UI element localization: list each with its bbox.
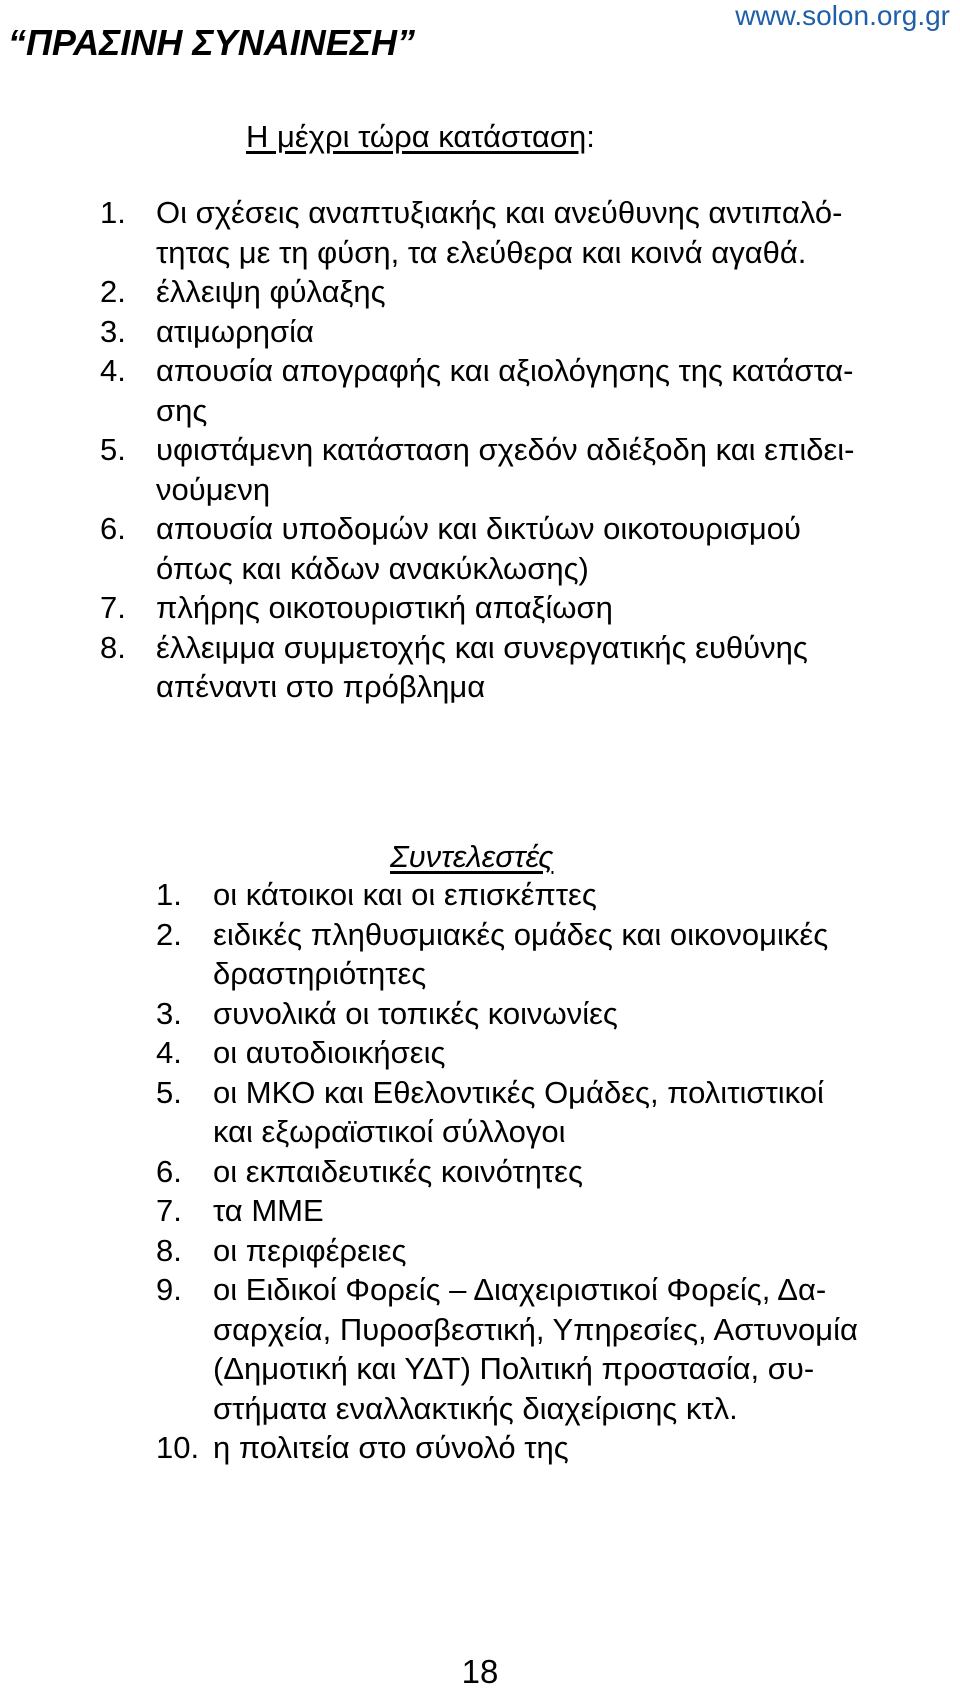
list-item-number: 8. (156, 1232, 182, 1268)
website-url: www.solon.org.gr (735, 0, 950, 31)
list-item (156, 1231, 933, 1271)
list-item (100, 312, 936, 352)
list-item (100, 509, 936, 588)
list-item-line: υφιστάμενη κατάσταση σχεδόν αδιέξοδη και επιδει- (156, 432, 855, 467)
list-item-line: νούμενη (156, 471, 271, 507)
list-item-line: συνολικά οι τοπικές κοινωνίες (213, 995, 618, 1031)
list-item-number: 3. (100, 313, 126, 349)
list-item-line: τητας με τη φύση, τα ελεύθερα και κοινά αγαθά. (156, 234, 807, 270)
list-item-number: 3. (156, 995, 182, 1031)
list-item-line: ατιμωρησία (156, 313, 314, 349)
list-item (156, 1152, 933, 1192)
list-item-line: οι Ειδικοί Φορείς – Διαχειριστικοί Φορείς, Δα- (213, 1272, 827, 1307)
list-item-line: οι εκπαιδευτικές κοινότητες (213, 1153, 583, 1189)
list-item (100, 430, 936, 509)
page-number: 18 (461, 1653, 499, 1690)
list-item-line: έλλειμμα συμμετοχής και συνεργατικής ευθύνης (156, 629, 808, 665)
list-item (156, 915, 933, 994)
list-item (156, 994, 933, 1034)
list-item-number: 2. (156, 916, 182, 952)
list-item-line: δραστηριότητες (213, 956, 427, 991)
list-item-number: 5. (156, 1074, 182, 1110)
list-item (100, 193, 936, 272)
list-item (100, 272, 936, 312)
list-item-number: 10. (156, 1430, 200, 1465)
list-item-line: (Δημοτική και ΥΔΤ) Πολιτική προστασία, συ- (213, 1351, 815, 1386)
factors-section-heading (390, 837, 553, 877)
list-item-line: πλήρης οικοτουριστική απαξίωση (156, 590, 613, 625)
list-item-line: απέναντι στο πρόβλημα (156, 669, 486, 704)
list-item-line: απουσία απογραφής και αξιολόγησης της κατάστα- (156, 353, 854, 388)
status-list (100, 193, 936, 707)
list-item (156, 875, 933, 915)
factors-heading-text: Συντελεστές (390, 839, 554, 874)
list-item-line: η πολιτεία στο σύνολό της (213, 1430, 569, 1465)
list-item (100, 628, 936, 707)
list-item-line: ειδικές πληθυσμιακές ομάδες και οικονομικές (213, 916, 829, 952)
list-item-line: έλλειψη φύλαξης (156, 274, 386, 309)
list-item-line: σης (156, 392, 208, 428)
list-item-number: 8. (100, 629, 126, 665)
list-item-line: οι αυτοδιοικήσεις (213, 1035, 446, 1070)
list-item-line: οι κάτοικοι και οι επισκέπτες (213, 877, 597, 912)
status-heading-colon: : (586, 119, 595, 154)
list-item-number: 1. (100, 195, 126, 230)
document-title: “ΠΡΑΣΙΝΗ ΣΥΝΑΙΝΕΣΗ” (8, 22, 415, 63)
list-item-number: 7. (100, 590, 126, 625)
status-section-heading (246, 117, 595, 157)
list-item-line: σαρχεία, Πυροσβεστική, Υπηρεσίες, Αστυνομία (213, 1311, 858, 1347)
list-item-line: οι ΜΚΟ και Εθελοντικές Ομάδες, πολιτιστικοί (213, 1074, 824, 1110)
list-item-number: 5. (100, 432, 126, 467)
list-item-number: 7. (156, 1193, 182, 1228)
list-item-line: απουσία υποδομών και δικτύων οικοτουρισμού (156, 511, 801, 546)
list-item (156, 1428, 933, 1468)
list-item-line: τα ΜΜΕ (213, 1193, 324, 1228)
list-item-line: όπως και κάδων ανακύκλωσης) (156, 550, 589, 586)
list-item (100, 588, 936, 628)
list-item (156, 1191, 933, 1231)
list-item-number: 2. (100, 274, 126, 309)
list-item (100, 351, 936, 430)
list-item (156, 1073, 933, 1152)
list-item (156, 1033, 933, 1073)
status-heading-text: Η μέχρι τώρα κατάσταση (246, 119, 587, 154)
list-item-number: 9. (156, 1272, 182, 1307)
list-item-number: 4. (156, 1035, 182, 1070)
list-item-line: Οι σχέσεις αναπτυξιακής και ανεύθυνης αντιπαλό- (156, 195, 843, 230)
list-item-line: οι περιφέρειες (213, 1232, 407, 1268)
list-item-number: 6. (156, 1153, 182, 1189)
list-item-line: και εξωραϊστικοί σύλλογοι (213, 1114, 566, 1149)
list-item (156, 1270, 933, 1428)
list-item-number: 1. (156, 877, 182, 912)
factors-list (156, 875, 933, 1468)
list-item-line: στήματα εναλλακτικής διαχείρισης κτλ. (213, 1390, 738, 1426)
list-item-number: 6. (100, 511, 126, 546)
list-item-number: 4. (100, 353, 126, 388)
